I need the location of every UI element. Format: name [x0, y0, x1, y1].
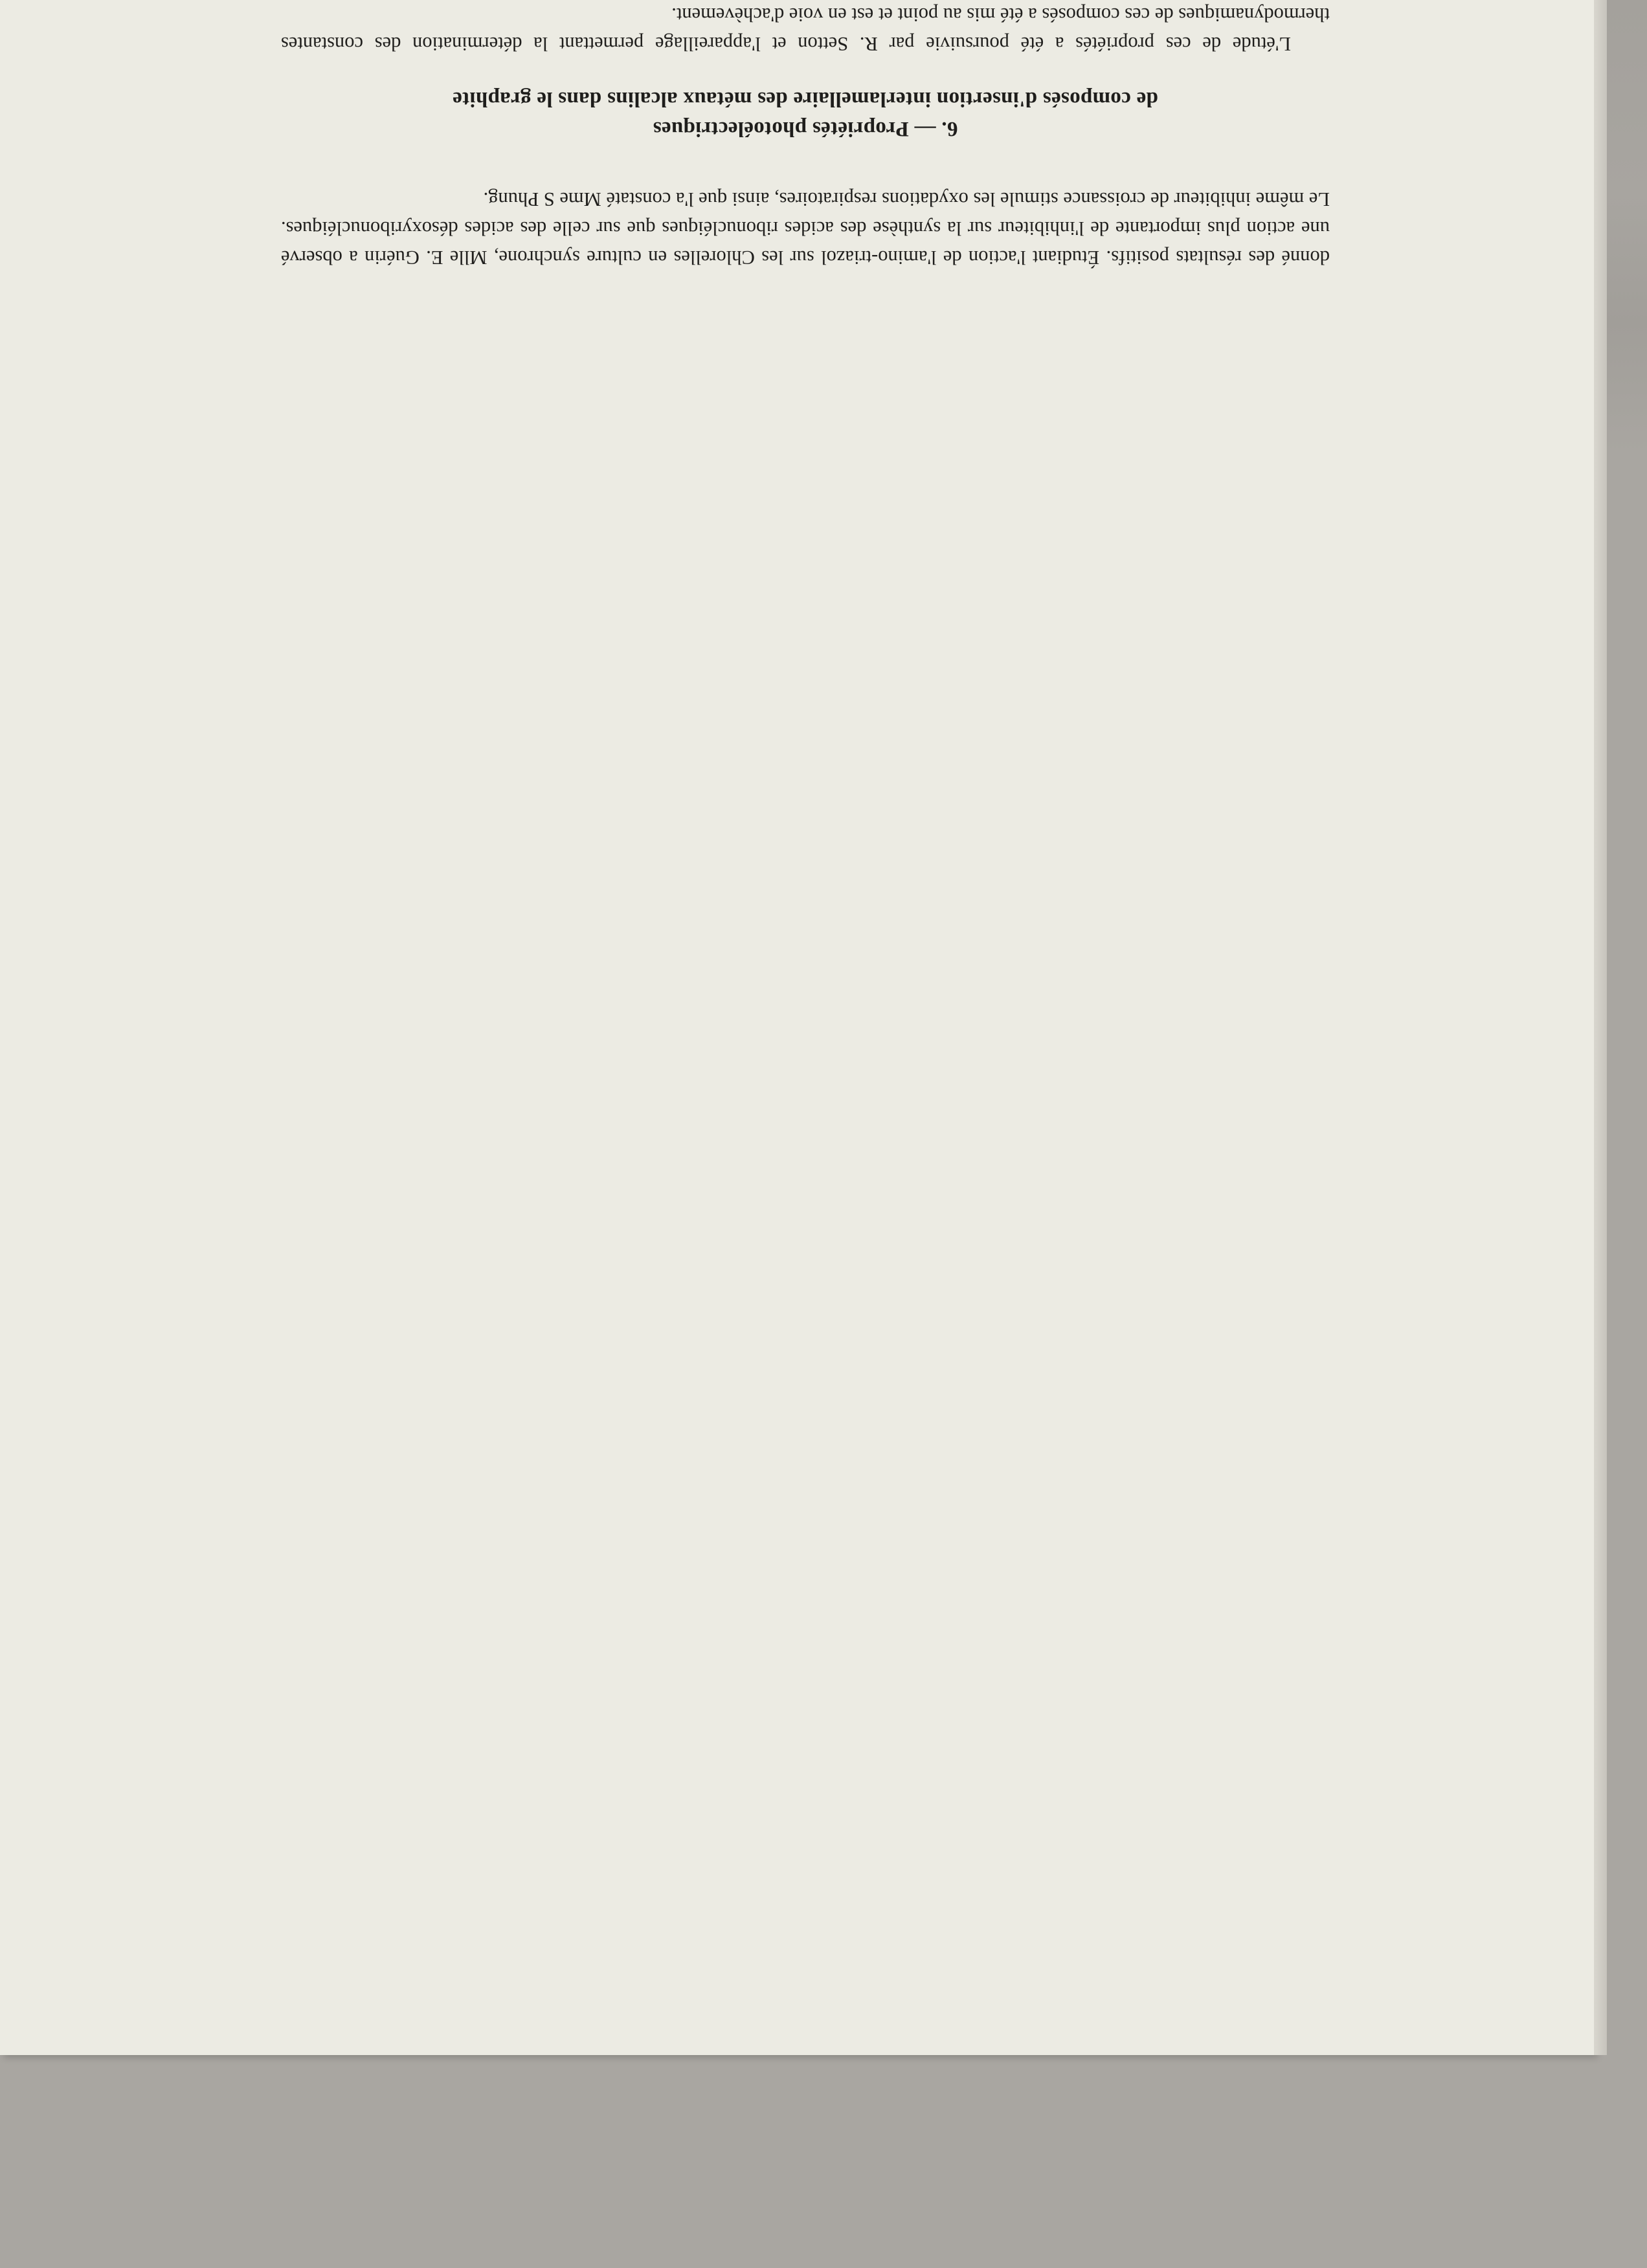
page-edge	[1594, 0, 1607, 2055]
section-6-title-line1: 6. — Propriétés photoélectriques	[653, 117, 958, 141]
section-6-title-line2: de composés d'insertion interlamellaire des métaux alcalins dans le graphite	[452, 87, 1159, 111]
intro-paragraph: donné des résultats positifs. Étudiant l'action de l'amino-triazol sur les Chlorelles en culture synchrone, Mlle E. Guérin a observé une action plus importante de l'inhibiteur sur la synthèse des acides ribonucléiques que sur celle des acides désoxyribonucléiques. Le même inhibiteur de croissance stimule les oxydations respiratoires, ainsi que l'a constaté Mme S Phung.	[281, 188, 1330, 269]
section-6-paragraph: L'étude de ces propriétés a été poursuivie par R. Setton et l'appareillage permettant la détermination des constantes thermodynamiques de ces composés a été mis au point et est en voie d'achèvement.	[281, 4, 1330, 56]
section-6-heading	[281, 84, 1330, 144]
page-body	[281, 0, 1330, 272]
bleed-through-text	[254, 1509, 1316, 1537]
